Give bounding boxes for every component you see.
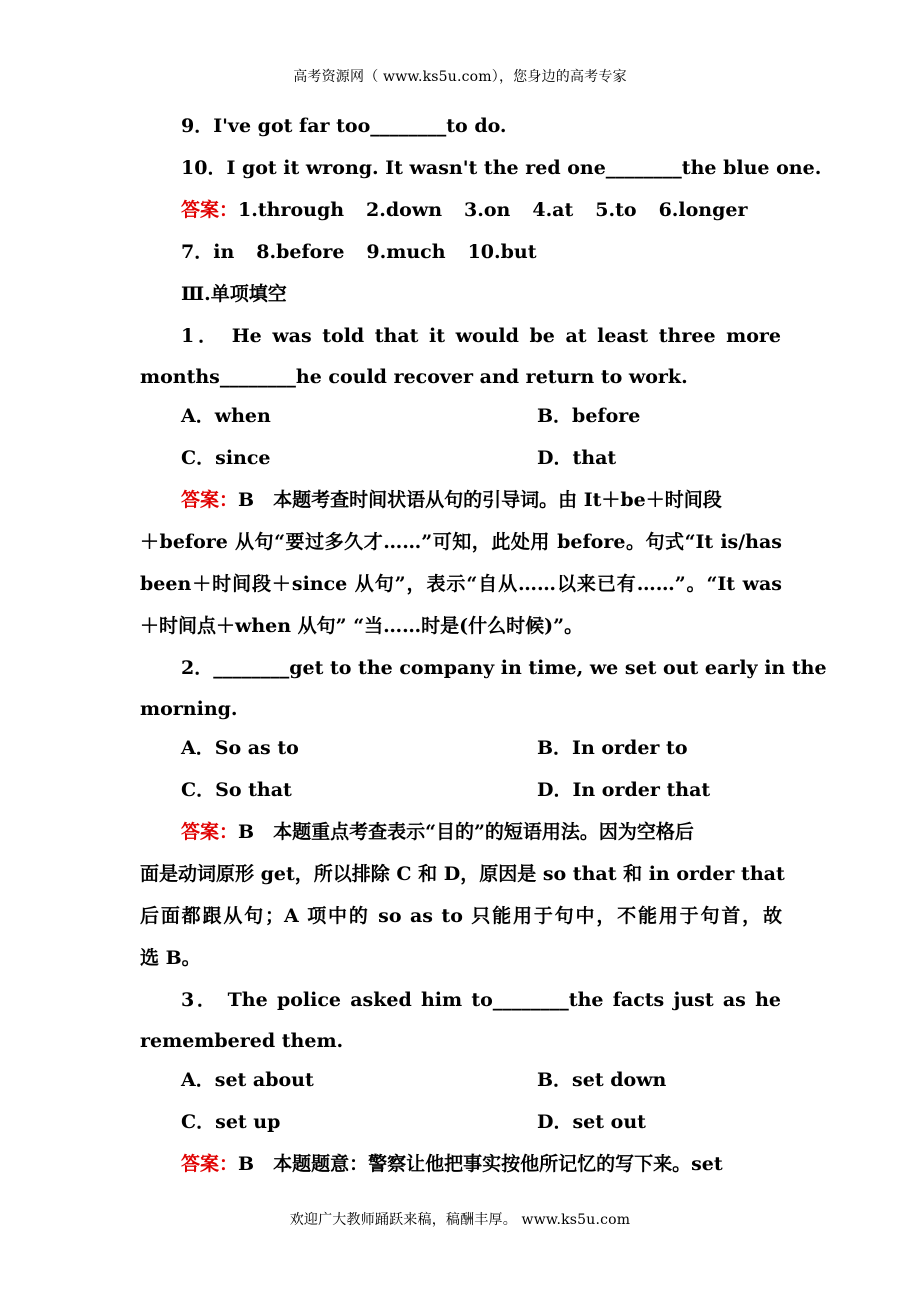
answer-item: 5.to: [595, 199, 637, 221]
answers-line-1: [181, 198, 781, 222]
question-1-answer-line-2: ＋before 从句“要过多久才……”可知，此处用 before。句式“It is/has: [140, 531, 782, 553]
option-a: A．when: [181, 405, 271, 427]
option-c: C．set up: [181, 1111, 281, 1133]
answer-item: 3.on: [464, 199, 511, 221]
question-2-answer-line-1: [181, 820, 781, 844]
question-2-answer-line-3: 后面都跟从句；A 项中的 so as to 只能用于句中，不能用于句首，故: [140, 905, 782, 927]
section-title: Ⅲ.单项填空: [181, 283, 287, 305]
answer-label: 答案：: [181, 1153, 239, 1175]
answer-item: 7．in: [181, 241, 235, 263]
option-b: B．set down: [537, 1069, 667, 1091]
option-b: B．In order to: [537, 737, 688, 759]
option-c: C．So that: [181, 779, 292, 801]
option-b: B．before: [537, 405, 641, 427]
question-2-answer-line-2: 面是动词原形 get，所以排除 C 和 D，原因是 so that 和 in order that: [140, 863, 785, 885]
question-2-answer-line-4: 选 B。: [140, 947, 201, 969]
question-1-answer-line-1: [181, 488, 781, 512]
answer-item: 4.at: [532, 199, 574, 221]
question-1-answer-line-3: been＋时间段＋since 从句”，表示“自从……以来已有……”。“It was: [140, 573, 782, 595]
answer-text: B 本题考查时间状语从句的引导词。由 It＋be＋时间段: [238, 489, 722, 511]
question-3-options-cd: [181, 1110, 781, 1134]
page-header: 高考资源网（ www.ks5u.com），您身边的高考专家: [293, 69, 627, 85]
answer-text: B 本题题意：警察让他把事实按他所记忆的写下来。set: [238, 1153, 723, 1175]
answer-item: 1.through: [238, 199, 345, 221]
option-c: C．since: [181, 447, 271, 469]
answer-item: 8.before: [256, 241, 345, 263]
answer-label: 答案：: [181, 199, 239, 221]
page-footer: 欢迎广大教师踊跃来稿，稿酬丰厚。 www.ks5u.com: [289, 1212, 631, 1228]
question-10: 10．I got it wrong. It wasn't the red one________the blue one.: [181, 157, 822, 179]
option-d: D．set out: [537, 1111, 646, 1133]
question-1-options-ab: [181, 404, 781, 428]
question-1-stem-line-1: 1． He was told that it would be at least three more: [181, 325, 781, 347]
question-2-options-ab: [181, 736, 781, 760]
option-a: A．set about: [181, 1069, 314, 1091]
question-9: 9．I've got far too________to do.: [181, 115, 507, 137]
answer-item: 9.much: [366, 241, 446, 263]
question-3-options-ab: [181, 1068, 781, 1092]
answers-line-2: [181, 240, 781, 264]
option-d: D．that: [537, 447, 617, 469]
answer-item: 6.longer: [658, 199, 748, 221]
answer-item: 10.but: [467, 241, 537, 263]
answer-text: B 本题重点考查表示“目的”的短语用法。因为空格后: [238, 821, 694, 843]
question-2-options-cd: [181, 778, 781, 802]
question-1-answer-line-4: ＋时间点＋when 从句” “当……时是(什么时候)”。: [140, 615, 584, 637]
option-d: D．In order that: [537, 779, 711, 801]
answer-label: 答案：: [181, 821, 239, 843]
answer-item: 2.down: [366, 199, 443, 221]
question-1-stem-line-2: months________he could recover and return to work.: [140, 366, 688, 388]
question-3-stem-line-1: 3． The police asked him to________the facts just as he: [181, 989, 781, 1011]
question-2-stem-line-1: 2．________get to the company in time, we set out early in the: [181, 657, 827, 679]
answer-label: 答案：: [181, 489, 239, 511]
question-2-stem-line-2: morning.: [140, 698, 238, 720]
option-a: A．So as to: [181, 737, 299, 759]
question-1-options-cd: [181, 446, 781, 470]
question-3-stem-line-2: remembered them.: [140, 1030, 344, 1052]
question-3-answer-line-1: [181, 1152, 781, 1176]
